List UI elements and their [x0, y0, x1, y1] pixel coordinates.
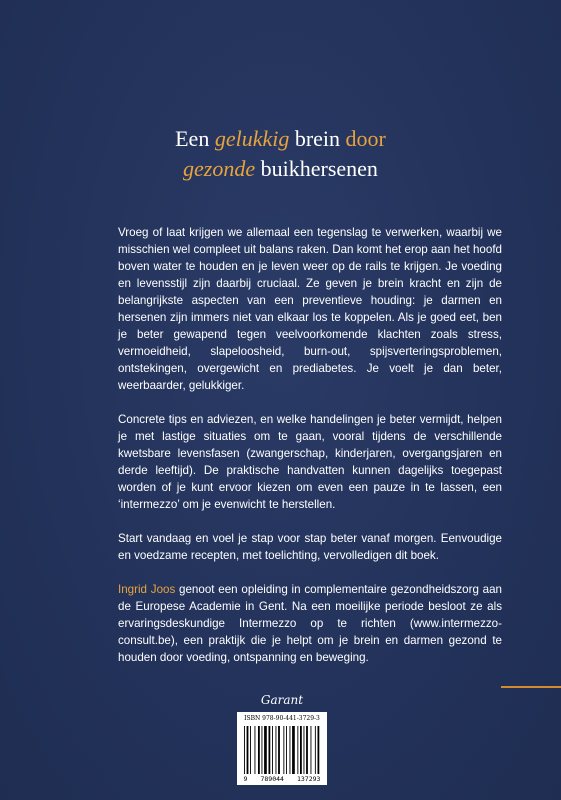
headline-accent-word: gezonde: [183, 156, 256, 181]
barcode-digits: [237, 775, 327, 783]
barcode-digit-group: 9: [243, 775, 248, 783]
headline-word: buikhersenen: [255, 156, 378, 181]
isbn-text: ISBN 978-90-441-3729-3: [244, 715, 320, 722]
publisher-logo: Garant: [260, 693, 304, 707]
headline-accent-word: gelukkig: [214, 126, 290, 151]
barcode-digit-group: 137293: [296, 775, 321, 783]
blurb-paragraph: Vroeg of laat krijgen we allemaal een tegenslag te verwerken, waarbij we misschien wel compleet uit balans raken. Dan komt het erop aan het hoofd boven water te houden en je leven weer op de rails te krijgen. Je voeding en levensstijl zijn daarbij cruciaal. Ze geven je brein kracht en zijn de belangrijkste aspecten van een preventieve houding: je darmen en hersenen zijn immers niet van elkaar los te koppelen. Als je goed eet, ben je beter gewapend tegen veelvoorkomende klachten zoals stress, vermoeidheid, slapeloosheid, burn-out, spijsverteringsproblemen, ontstekingen, overgewicht en prediabetes. Je voelt je dan beter, weerbaarder, gelukkiger.: [118, 226, 502, 392]
headline-accent-word: door: [345, 126, 386, 151]
blurb-paragraph: Start vandaag en voel je stap voor stap beter vanaf morgen. Eenvoudige en voedzame recepten, met toelichting, vervolledigen dit boek.: [118, 532, 502, 562]
accent-rule: [501, 686, 561, 688]
author-bio: [118, 581, 502, 666]
headline-word: brein: [289, 126, 346, 151]
barcode: [237, 712, 327, 785]
blurb: [118, 224, 502, 683]
headline-word: Een: [175, 126, 215, 151]
barcode-digit-group: 789044: [260, 775, 284, 783]
headline: [0, 124, 561, 184]
author-bio-text: genoot een opleiding in complementaire gezondheidszorg aan de Europese Academie in Gent. Na een moeilijke periode besloot ze als ervaringsdeskundige Intermezzo op te richten (www.intermezzo-consult.be), een praktijk die je helpt om je brein en darmen gezond te houden door voeding, ontspanning en beweging.: [118, 583, 503, 664]
author-name: Ingrid Joos: [118, 583, 176, 596]
barcode-bars: [244, 726, 320, 774]
blurb-paragraph: Concrete tips en adviezen, en welke handelingen je beter vermijdt, helpen je met lastige situaties om te gaan, vooral tijdens de verschillende kwetsbare levensfasen (zwangerschap, kinderjaren, overgangsjaren en derde leeftijd). De praktische handvatten kunnen dagelijks toegepast worden of je kunt ervoor kiezen om even een pauze in te lassen, een ‘intermezzo’ om je evenwicht te herstellen.: [118, 413, 502, 511]
